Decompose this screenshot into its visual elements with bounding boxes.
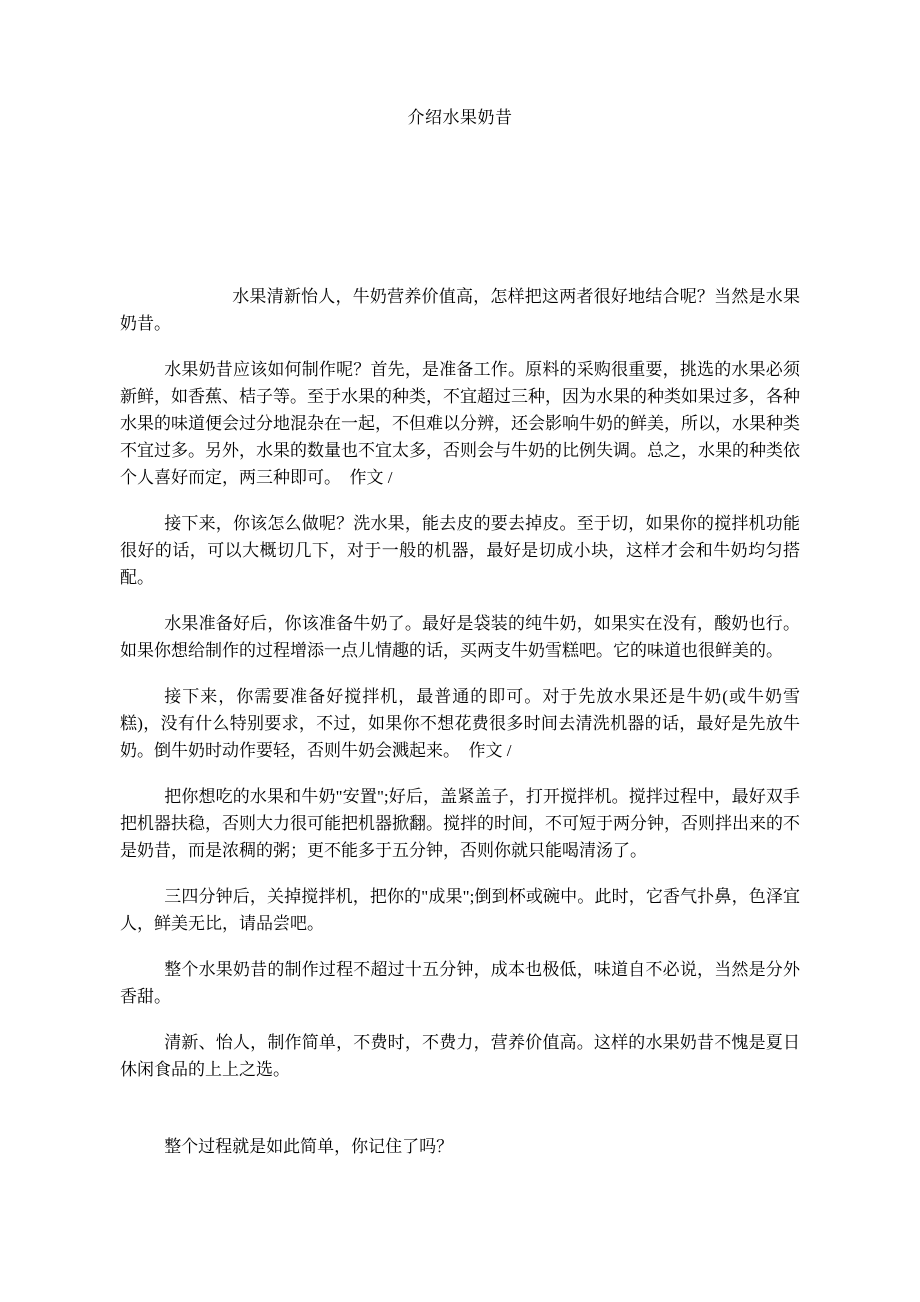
paragraph-result: 三四分钟后，关掉搅拌机，把你的"成果";倒到杯或碗中。此时，它香气扑鼻，色泽宜人，鲜美无比，请品尝吧。	[120, 887, 800, 933]
paragraph-summary-quality: 清新、怡人，制作简单，不费时，不费力，营养价值高。这样的水果奶昔不愧是夏日休闲食品的上上之选。	[120, 1033, 800, 1079]
paragraph-closing: 整个过程就是如此简单，你记住了吗？	[164, 1137, 454, 1156]
paragraph-blending: 把你想吃的水果和牛奶"安置";好后，盖紧盖子，打开搅拌机。搅拌过程中，最好双手把机器扶稳，否则大力很可能把机器掀翻。搅拌的时间，不可短于两分钟，否则拌出来的不是奶昔，而是浓稠的粥；更不能多于五分钟，否则你就只能喝清汤了。	[120, 787, 800, 860]
paragraph-blender: 接下来，你需要准备好搅拌机，最普通的即可。对于先放水果还是牛奶(或牛奶雪糕)，没有什么特别要求，不过，如果你不想花费很多时间去清洗机器的话，最好是先放牛奶。倒牛奶时动作要轻，否则牛奶会溅起来。 作文 /	[120, 687, 800, 760]
document-body	[120, 283, 800, 1160]
paragraph-preparation: 水果奶昔应该如何制作呢？首先，是准备工作。原料的采购很重要，挑选的水果必须新鲜，如香蕉、桔子等。至于水果的种类，不宜超过三种，因为水果的种类如果过多，各种水果的味道便会过分地混杂在一起，不但难以分辨，还会影响牛奶的鲜美，所以，水果种类不宜过多。另外，水果的数量也不宜太多，否则会与牛奶的比例失调。总之，水果的种类依个人喜好而定，两三种即可。 作文 /	[120, 360, 800, 487]
paragraph-summary-time: 整个水果奶昔的制作过程不超过十五分钟，成本也极低，味道自不必说，当然是分外香甜。	[120, 960, 800, 1006]
document-title: 介绍水果奶昔	[407, 108, 513, 127]
paragraph-milk: 水果准备好后，你该准备牛奶了。最好是袋装的纯牛奶，如果实在没有，酸奶也行。如果你想给制作的过程增添一点儿情趣的话，买两支牛奶雪糕吧。它的味道也很鲜美的。	[120, 614, 800, 660]
paragraph-washing-cutting: 接下来，你该怎么做呢？洗水果，能去皮的要去掉皮。至于切，如果你的搅拌机功能很好的话，可以大概切几下，对于一般的机器，最好是切成小块，这样才会和牛奶均匀搭配。	[120, 514, 800, 587]
paragraph-intro: 水果清新怡人，牛奶营养价值高，怎样把这两者很好地结合呢？当然是水果奶昔。	[120, 287, 800, 333]
